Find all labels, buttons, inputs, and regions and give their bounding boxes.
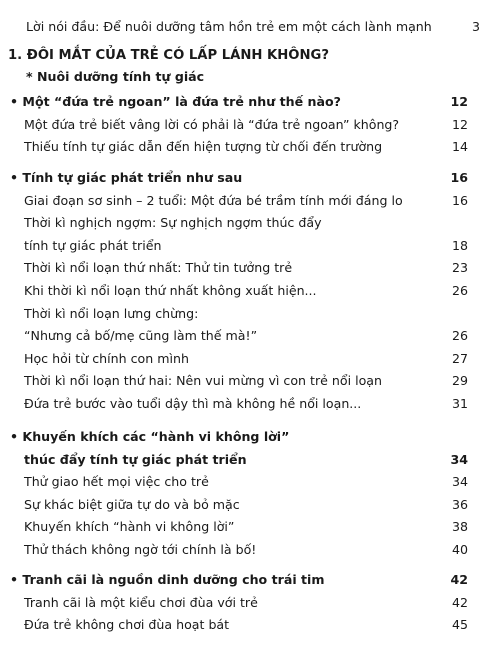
- section-heading[interactable]: [0, 569, 494, 591]
- toc-entry-page: 45: [451, 617, 468, 633]
- toc-entry-text: Thời kì nổi loạn thứ nhất: Thử tin tưởng trẻ: [24, 260, 293, 276]
- toc-entry[interactable]: [0, 114, 494, 136]
- section-heading-page: 42: [450, 572, 468, 587]
- toc-entry-page: 14: [451, 139, 468, 155]
- toc-entry-page: 36: [451, 496, 468, 512]
- toc-entry-page: 38: [451, 519, 468, 535]
- toc-entry-page: 27: [451, 350, 468, 366]
- toc-entry-text: Thử thách không ngờ tới chính là bố!: [24, 542, 257, 557]
- toc-entry[interactable]: [0, 212, 494, 234]
- toc-entry-page: 42: [451, 594, 468, 610]
- section-heading-text: • Tính tự giác phát triển như sau: [10, 170, 243, 185]
- toc-entry-text: Thời kì nổi loạn lưng chừng:: [24, 305, 199, 321]
- toc-entry-page: 23: [451, 260, 468, 276]
- toc-entry-text: “Nhưng cả bố/mẹ cũng làm thế mà!”: [24, 328, 258, 344]
- toc-entry-text: Thử giao hết mọi việc cho trẻ: [24, 474, 209, 490]
- toc-entry-text: Đứa trẻ bước vào tuổi dậy thì mà không hề nổi loạn...: [24, 396, 362, 411]
- toc-entry[interactable]: [0, 235, 494, 257]
- intro-text: Lời nói đầu: Để nuôi dưỡng tâm hồn trẻ em một cách lành mạnh: [26, 19, 432, 34]
- toc-entry-page: 34: [451, 474, 468, 490]
- section-heading-text: • Tranh cãi là nguồn dinh dưỡng cho trái tim: [10, 572, 325, 587]
- toc-entry[interactable]: [0, 393, 494, 415]
- toc-entry[interactable]: [0, 592, 494, 614]
- section-heading-text: • Một “đứa trẻ ngoan” là đứa trẻ như thế nào?: [10, 94, 341, 109]
- toc-entry[interactable]: [0, 494, 494, 516]
- toc-entry[interactable]: [0, 280, 494, 302]
- toc-entry[interactable]: [0, 136, 494, 158]
- section-heading-page: 12: [450, 94, 468, 109]
- toc-entry-text: Thiếu tính tự giác dẫn đến hiện tượng từ chối đến trường: [24, 139, 383, 155]
- intro-page: 3: [471, 19, 480, 34]
- toc-entry-text: Tranh cãi là một kiểu chơi đùa với trẻ: [24, 594, 258, 610]
- section-heading[interactable]: [0, 426, 494, 448]
- toc-entry-page: 40: [451, 542, 468, 557]
- toc-entry-page: 29: [451, 373, 468, 389]
- section-heading-page: 34: [450, 451, 468, 467]
- toc-entry[interactable]: [0, 516, 494, 538]
- toc-entry-page: 18: [451, 237, 468, 253]
- toc-entry-text: Học hỏi từ chính con mình: [24, 350, 189, 366]
- toc-entry-page: 31: [451, 396, 468, 411]
- toc-entry-text: Khi thời kì nổi loạn thứ nhất không xuất hiện...: [24, 283, 317, 298]
- toc-entry-text: Sự khác biệt giữa tự do và bỏ mặc: [24, 496, 240, 512]
- toc-entry[interactable]: [0, 303, 494, 325]
- section-heading[interactable]: [0, 449, 494, 471]
- toc-entry-page: 16: [451, 192, 468, 208]
- toc-entry-text: Khuyến khích “hành vi không lời”: [24, 519, 235, 535]
- toc-entry-text: Thời kì nghịch ngợm: Sự nghịch ngợm thúc đẩy: [24, 215, 322, 231]
- toc-entry-text: Thời kì nổi loạn thứ hai: Nên vui mừng vì con trẻ nổi loạn: [24, 373, 382, 389]
- toc-entry[interactable]: [0, 325, 494, 347]
- toc-entry[interactable]: [0, 614, 494, 636]
- toc-entry[interactable]: [0, 471, 494, 493]
- chapter-subtitle: * Nuôi dưỡng tính tự giác: [26, 69, 205, 84]
- section-heading-page: 16: [450, 170, 468, 185]
- toc-entry-text: Một đứa trẻ biết vâng lời có phải là “đứa trẻ ngoan” không?: [24, 116, 400, 132]
- section-heading[interactable]: [0, 91, 494, 113]
- section-heading-text: • Khuyến khích các “hành vi không lời”: [10, 429, 290, 444]
- intro-line[interactable]: [0, 16, 494, 38]
- toc-entry-page: 12: [451, 116, 468, 132]
- toc-entry[interactable]: [0, 539, 494, 561]
- toc-entry-text: Giai đoạn sơ sinh – 2 tuổi: Một đứa bé trầm tính mới đáng lo: [24, 192, 403, 208]
- section-heading[interactable]: [0, 167, 494, 189]
- toc-entry-text: Đứa trẻ không chơi đùa hoạt bát: [24, 617, 230, 633]
- toc-entry[interactable]: [0, 257, 494, 279]
- toc-entry[interactable]: [0, 348, 494, 370]
- section-heading-text: thúc đẩy tính tự giác phát triển: [24, 451, 247, 467]
- toc-entry-page: 26: [451, 328, 468, 344]
- toc-entry[interactable]: [0, 370, 494, 392]
- toc-entry[interactable]: [0, 190, 494, 212]
- chapter-title: 1. ĐÔI MẮT CỦA TRẺ CÓ LẤP LÁNH KHÔNG?: [8, 48, 329, 63]
- toc-entry-text: tính tự giác phát triển: [24, 237, 162, 253]
- toc-entry-page: 26: [451, 283, 468, 298]
